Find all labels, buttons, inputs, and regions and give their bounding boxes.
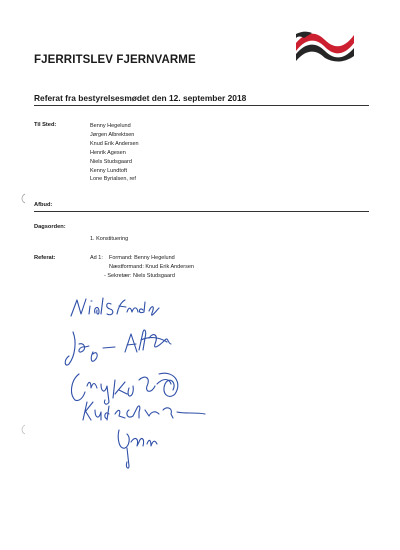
attendee: Lone Byrialsen, ref	[90, 176, 136, 183]
punch-hole-mark	[20, 424, 26, 435]
attendee: Knud Erik Andersen	[90, 140, 139, 147]
signature-kenny-lundtoft	[72, 373, 178, 404]
signature-knud-erik-andersen	[83, 402, 205, 420]
punch-hole-mark	[20, 193, 26, 204]
signature-henrik-agesen	[118, 430, 157, 468]
signatures	[55, 290, 225, 475]
referat-line-formand: Formand: Benny Hegelund	[109, 255, 175, 261]
referat-label: Referat:	[34, 255, 56, 261]
til-sted-label: Til Sted:	[34, 122, 57, 128]
signature-jorgen-albrektsen	[65, 330, 171, 365]
attendee: Kenny Lundtoft	[90, 167, 128, 174]
document-title: Referat fra bestyrelsesmødet den 12. september 2018	[34, 93, 247, 103]
referat-line-sekretaer: - Sekretær: Niels Studsgaard	[104, 273, 175, 279]
title-divider	[34, 105, 369, 106]
attendee: Henrik Agesen	[90, 149, 126, 156]
afbud-divider	[34, 211, 369, 212]
referat-item-label: Ad 1:	[90, 255, 103, 261]
wave-logo-icon	[294, 30, 356, 62]
attendee: Jørgen Albrektsen	[90, 131, 135, 138]
company-name: FJERRITSLEV FJERNVARME	[34, 54, 196, 66]
agenda-item: 1. Konstituering	[90, 236, 129, 242]
attendee: Niels Studsgaard	[90, 158, 132, 165]
afbud-label: Afbud:	[34, 202, 53, 208]
referat-line-sekretaer-text: Sekretær: Niels Studsgaard	[107, 273, 175, 279]
dagsorden-label: Dagsorden:	[34, 224, 66, 230]
referat-line-naestformand: Næstformand: Knud Erik Andersen	[109, 264, 194, 270]
signature-niels-studsgaard	[71, 298, 159, 316]
attendee: Benny Hegelund	[90, 123, 131, 129]
attendee-list	[90, 122, 139, 184]
